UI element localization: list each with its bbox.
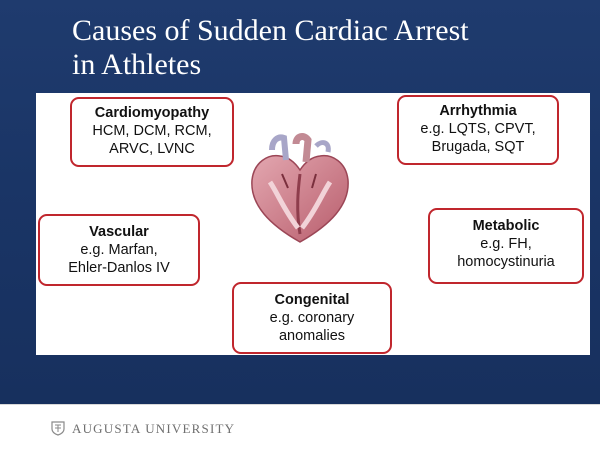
congenital-heading: Congenital [274,292,350,308]
congenital-box [232,282,392,354]
title-line-1: Causes of Sudden Cardiac Arrest [72,14,469,47]
slide-title [72,14,572,82]
vascular-box [38,214,200,286]
heart-illustration [240,130,360,250]
arrhythmia-box [397,95,559,165]
cardiomyopathy-heading: Cardiomyopathy [94,105,210,121]
title-line-2: in Athletes [72,48,202,81]
vascular-line-2: Ehler-Danlos IV [68,260,170,276]
vascular-line-1: e.g. Marfan, [80,242,158,258]
congenital-line-1: e.g. coronary [269,310,355,326]
cardiomyopathy-line-1: HCM, DCM, RCM, [92,123,212,139]
cardiomyopathy-line-2: ARVC, LVNC [109,141,195,157]
cardiomyopathy-box [70,97,234,167]
metabolic-line-1: e.g. FH, [480,236,532,252]
arrhythmia-line-2: Brugada, SQT [431,139,525,155]
arrhythmia-heading: Arrhythmia [439,103,517,119]
vascular-heading: Vascular [89,224,149,240]
metabolic-box [428,208,584,284]
metabolic-line-2: homocystinuria [457,254,555,270]
university-shield-icon [50,420,66,436]
arrhythmia-line-1: e.g. LQTS, CPVT, [420,121,536,137]
university-brand: AUGUSTA UNIVERSITY [72,421,236,436]
congenital-line-2: anomalies [278,328,346,344]
metabolic-heading: Metabolic [472,218,540,234]
